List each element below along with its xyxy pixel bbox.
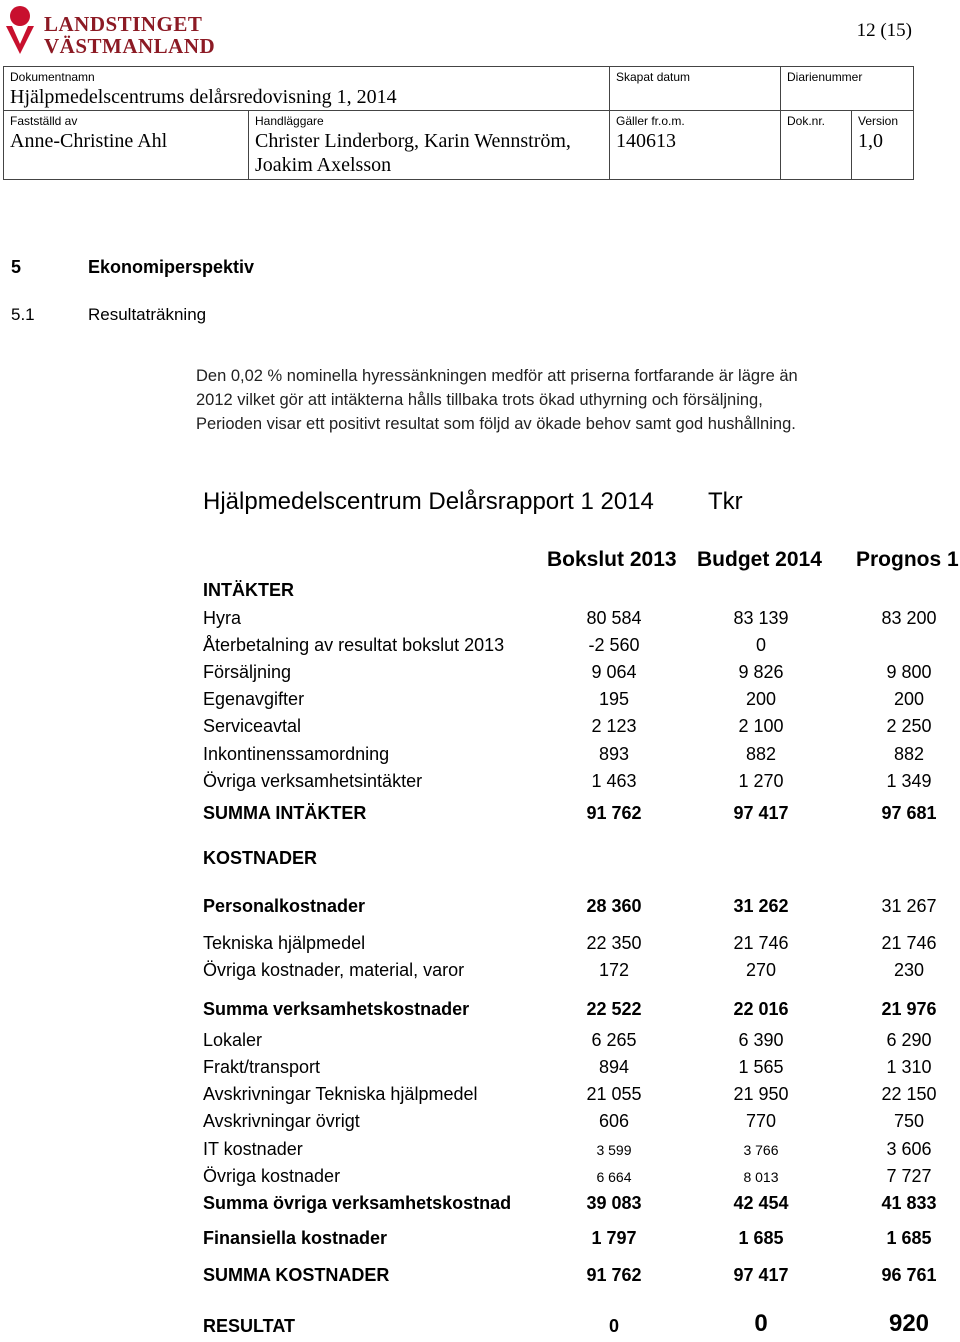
paragraph-line: Den 0,02 % nominella hyressänkningen medför att priserna fortfarande är lägre än [196, 367, 798, 385]
handler-cell [249, 111, 610, 179]
table-row-total: SUMMA KOSTNADER 91 762 97 417 96 761 [203, 1265, 937, 1285]
column-header-bokslut: Bokslut 2013 [547, 548, 677, 571]
approved-value: Anne-Christine Ahl [10, 130, 168, 152]
doc-no-cell [781, 111, 852, 179]
valid-from-cell [610, 111, 781, 179]
logo-line-2: VÄSTMANLAND [44, 34, 216, 58]
version-cell [852, 111, 913, 179]
table-row-total: Summa verksamhetskostnader 22 522 22 016 21 976 [203, 999, 937, 1019]
table-row-total: Summa övriga verksamhetskostnad 39 083 42 454 41 833 [203, 1193, 937, 1213]
created-cell [610, 67, 781, 111]
version-value: 1,0 [858, 130, 883, 152]
subsection-heading: Resultaträkning [88, 305, 207, 324]
table-row: Avskrivningar Tekniska hjälpmedel 21 055 21 950 22 150 [203, 1084, 937, 1104]
logo-emblem-icon [2, 4, 42, 56]
page-number: 12 (15) [856, 20, 912, 41]
table-row: Avskrivningar övrigt 606 770 750 [203, 1111, 925, 1131]
doc-name-label: Dokumentnamn [10, 70, 95, 84]
valid-from-label: Gäller fr.o.m. [616, 114, 685, 128]
created-label: Skapat datum [616, 70, 691, 84]
table-row: IT kostnader 3 599 3 766 3 606 [203, 1139, 932, 1159]
table-row: Hyra 80 584 83 139 83 200 [203, 608, 937, 628]
valid-from-value: 140613 [616, 130, 676, 152]
table-row-result: RESULTAT 0 0 920 [203, 1310, 930, 1337]
version-label: Version [858, 114, 899, 128]
report-title: Hjälpmedelscentrum Delårsrapport 1 2014 [203, 488, 654, 515]
diary-label: Diarienummer [787, 70, 863, 84]
report-unit: Tkr [708, 488, 743, 515]
table-row: Försäljning 9 064 9 826 9 800 [203, 662, 932, 682]
paragraph-line: Perioden visar ett positivt resultat som följd av ökade behov samt god hushållning. [196, 415, 796, 433]
doc-no-label: Dok.nr. [787, 114, 826, 128]
subsection-number: 5.1 [11, 305, 35, 324]
table-row: Lokaler 6 265 6 390 6 290 [203, 1030, 932, 1050]
table-row-total: SUMMA INTÄKTER 91 762 97 417 97 681 [203, 803, 937, 823]
costs-heading: KOSTNADER [203, 848, 318, 868]
table-row-total: Finansiella kostnader 1 797 1 685 1 685 [203, 1228, 932, 1248]
table-row: Övriga kostnader 6 664 8 013 7 727 [203, 1166, 932, 1186]
doc-name-value: Hjälpmedelscentrums delårsredovisning 1, 2014 [10, 86, 397, 108]
column-header-prognos: Prognos 1 [856, 548, 959, 571]
table-row: Egenavgifter 195 200 200 [203, 689, 925, 709]
paragraph-line: 2012 vilket gör att intäkterna hålls tillbaka trots ökad uthyrning och försäljning, [196, 391, 763, 409]
table-row: Återbetalning av resultat bokslut 2013 -2 560 0 [203, 635, 766, 655]
section-number: 5 [11, 257, 22, 277]
table-row: Övriga verksamhetsintäkter 1 463 1 270 1 349 [203, 771, 932, 791]
section-heading: Ekonomiperspektiv [88, 257, 255, 277]
handler-label: Handläggare [255, 114, 324, 128]
intro-paragraph [196, 364, 798, 436]
handler-value-2: Joakim Axelsson [255, 154, 392, 176]
document-header-table [3, 66, 914, 180]
table-row: Övriga kostnader, material, varor 172 270 230 [203, 960, 925, 980]
income-heading: INTÄKTER [203, 580, 294, 600]
handler-value-1: Christer Linderborg, Karin Wennström, [255, 130, 571, 152]
approved-label: Fastställd av [10, 114, 78, 128]
doc-name-cell [4, 67, 610, 111]
table-row: Frakt/transport 894 1 565 1 310 [203, 1057, 932, 1077]
table-row: Inkontinenssamordning 893 882 882 [203, 744, 925, 764]
logo [2, 4, 216, 58]
approved-cell [4, 111, 249, 179]
column-header-budget: Budget 2014 [697, 548, 822, 571]
table-row: Serviceavtal 2 123 2 100 2 250 [203, 716, 932, 736]
table-row: Personalkostnader 28 360 31 262 31 267 [203, 896, 937, 916]
diary-cell [781, 67, 913, 111]
logo-line-1: LANDSTINGET [44, 12, 203, 36]
table-row: Tekniska hjälpmedel 22 350 21 746 21 746 [203, 933, 937, 953]
